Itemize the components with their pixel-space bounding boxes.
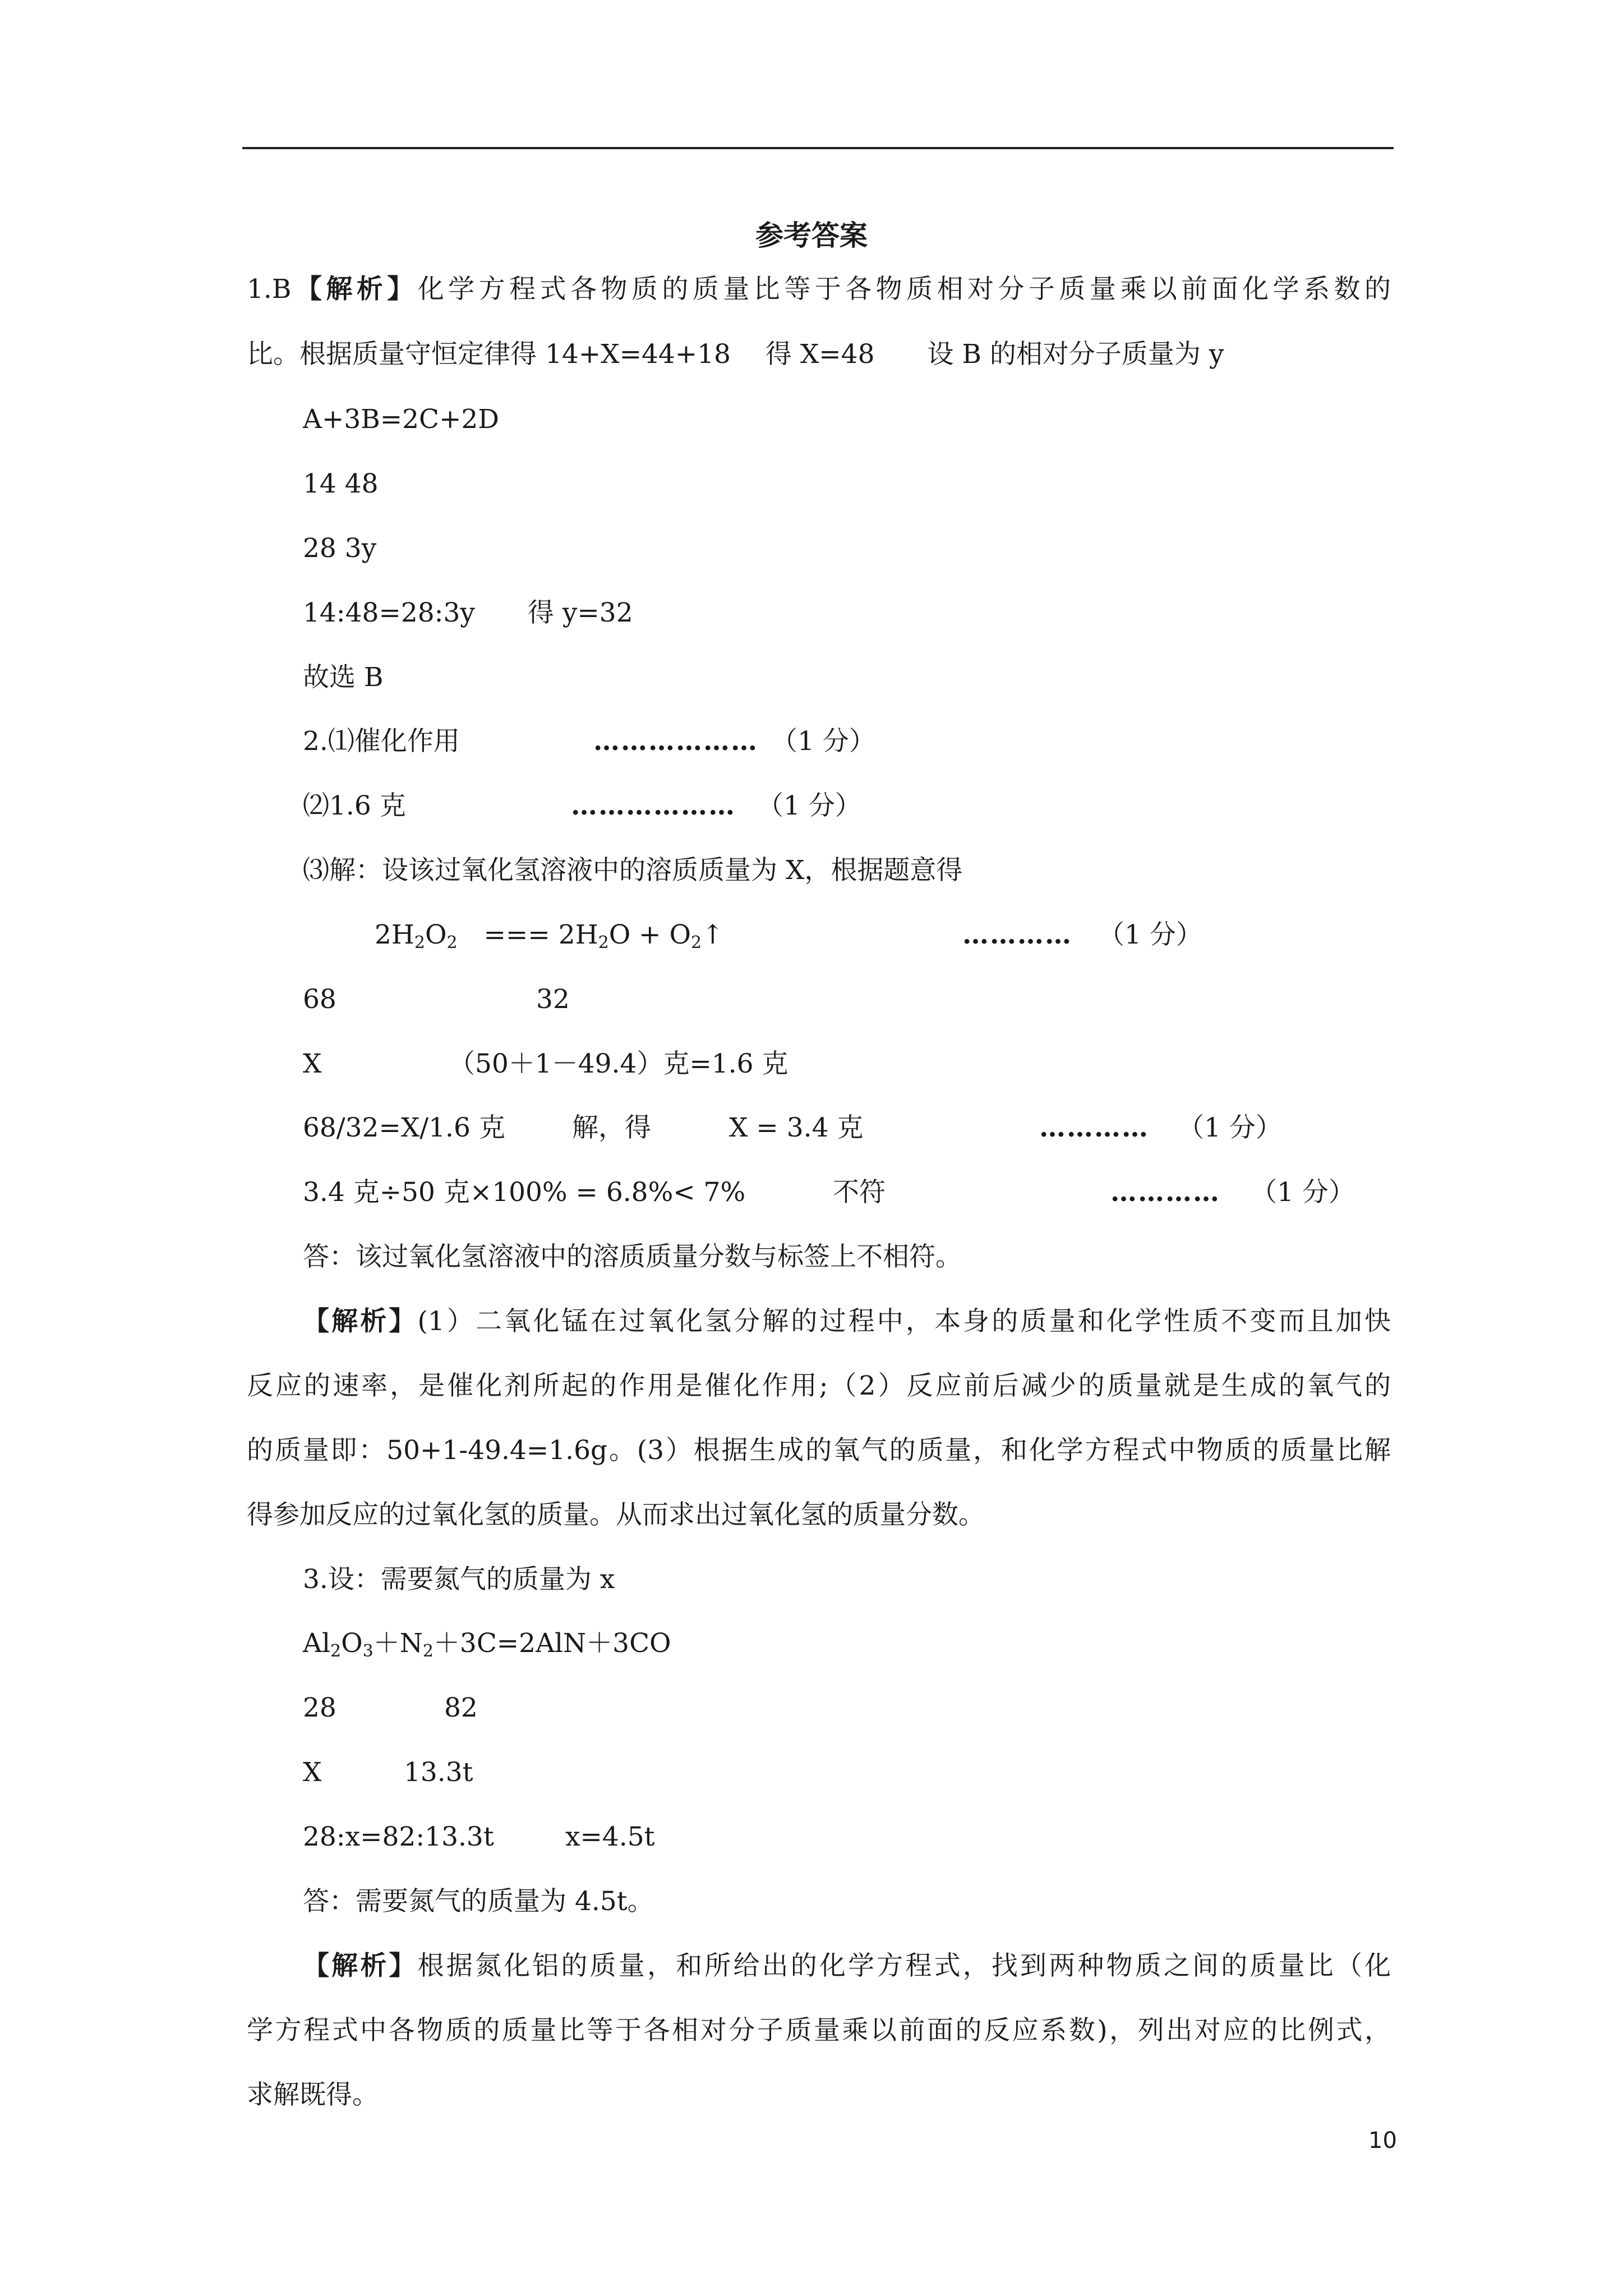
q3-intro: 3.设：需要氮气的质量为 x — [303, 1564, 615, 1595]
q2-part2-score: （1 分） — [757, 790, 861, 821]
q2-mass-left-1: 68 — [303, 984, 336, 1015]
q2-mass-right-2: （50＋1－49.4）克=1.6 克 — [449, 1048, 789, 1079]
q3-equation: $Al_2O_3+N_2+3C=2AlN+3CO$ — [303, 1628, 671, 1661]
header-rule — [242, 147, 1394, 149]
q2-proportion: 68/32=X/1.6 克 — [303, 1112, 505, 1143]
q2-percent-score: （1 分） — [1251, 1177, 1355, 1208]
q2-percent-dots: ………… — [1110, 1177, 1220, 1208]
q2-solve-result: X = 3.4 克 — [729, 1112, 864, 1143]
q3-proportion: 28:x=82:13.3t — [303, 1821, 494, 1852]
q2-percent-verdict: 不符 — [833, 1177, 886, 1208]
q2-solve-score: （1 分） — [1178, 1112, 1282, 1143]
q2-answer: 答：该过氧化氢溶液中的溶质质量分数与标签上不相符。 — [303, 1241, 962, 1272]
q3-mass-left-1: 28 — [303, 1692, 336, 1723]
q2-part2-label: ⑵1.6 克 — [303, 790, 406, 821]
q3-answer: 答：需要氮气的质量为 4.5t。 — [303, 1886, 654, 1917]
q2-solve-label: 解，得 — [572, 1112, 651, 1143]
q2-equation-dots: ………… — [962, 919, 1072, 950]
q2-analysis-line1: 【解析】(1）二氧化锰在过氧化氢分解的过程中，本身的质量和化学性质不变而且加快 — [303, 1306, 1391, 1337]
q1-ratio-result: 14:48=28:3y 得 y=32 — [303, 597, 633, 628]
q1-text: 化学方程式各物质的质量比等于各物质相对分子质量乘以前面化学系数的 — [417, 274, 1391, 305]
q2-percent-calc: 3.4 克÷50 克×100% = 6.8%< 7% — [303, 1177, 746, 1208]
q2-solve-dots: ………… — [1039, 1112, 1149, 1143]
q3-analysis-line2: 学方程式中各物质的质量比等于各相对分子质量乘以前面的反应系数)，列出对应的比例式， — [247, 2015, 1391, 2046]
q1-ratio-row1: 14 48 — [303, 468, 379, 499]
q1-line1 — [247, 273, 1391, 306]
q2-equation-score: （1 分） — [1098, 919, 1202, 950]
q3-result: x=4.5t — [565, 1821, 655, 1852]
q2-mass-left-2: X — [303, 1048, 322, 1079]
q2-part2-dots: ……………… — [571, 790, 736, 821]
q2-part1-score: （1 分） — [771, 726, 875, 757]
page-title: 参考答案 — [755, 219, 868, 252]
q2-part3-intro: ⑶解：设该过氧化氢溶液中的溶质质量为 X，根据题意得 — [303, 855, 963, 886]
q1-number: 1.B — [247, 274, 292, 305]
q2-analysis-line3: 的质量即：50+1-49.4=1.6g。(3）根据生成的氧气的质量，和化学方程式中物质的质量比解 — [247, 1435, 1391, 1466]
q2-equation: $2H_2O_2$ === $2H_2O$ + $O_2↑$ — [375, 919, 724, 953]
q1-line2: 比。根据质量守恒定律得 14+X=44+18 得 X=48 设 B 的相对分子质量为 y — [247, 339, 1224, 370]
q1-analysis-tag: 【解析】 — [291, 274, 418, 305]
q3-analysis-line1: 【解析】根据氮化铝的质量，和所给出的化学方程式，找到两种物质之间的质量比（化 — [303, 1950, 1391, 1981]
q1-ratio-row2: 28 3y — [303, 533, 377, 564]
q3-mass-right-2: 13.3t — [404, 1757, 473, 1788]
q2-part1-label: 2.⑴催化作用 — [303, 726, 460, 757]
q2-part1-dots: ……………… — [593, 726, 758, 757]
q3-analysis-tag: 【解析】 — [303, 1950, 418, 1981]
page-number: 10 — [1368, 2128, 1397, 2154]
q2-analysis-tag: 【解析】 — [303, 1306, 418, 1337]
q3-mass-right-1: 82 — [444, 1692, 478, 1723]
q2-analysis-line2: 反应的速率，是催化剂所起的作用是催化作用;（2）反应前后减少的质量就是生成的氧气的 — [247, 1370, 1391, 1401]
q1-equation: A+3B=2C+2D — [303, 404, 499, 435]
q3-mass-left-2: X — [303, 1757, 322, 1788]
q2-mass-right-1: 32 — [536, 984, 570, 1015]
q1-answer: 故选 B — [303, 662, 384, 693]
q3-analysis-line3: 求解既得。 — [247, 2079, 379, 2110]
q2-analysis-line4: 得参加反应的过氧化氢的质量。从而求出过氧化氢的质量分数。 — [247, 1499, 985, 1530]
